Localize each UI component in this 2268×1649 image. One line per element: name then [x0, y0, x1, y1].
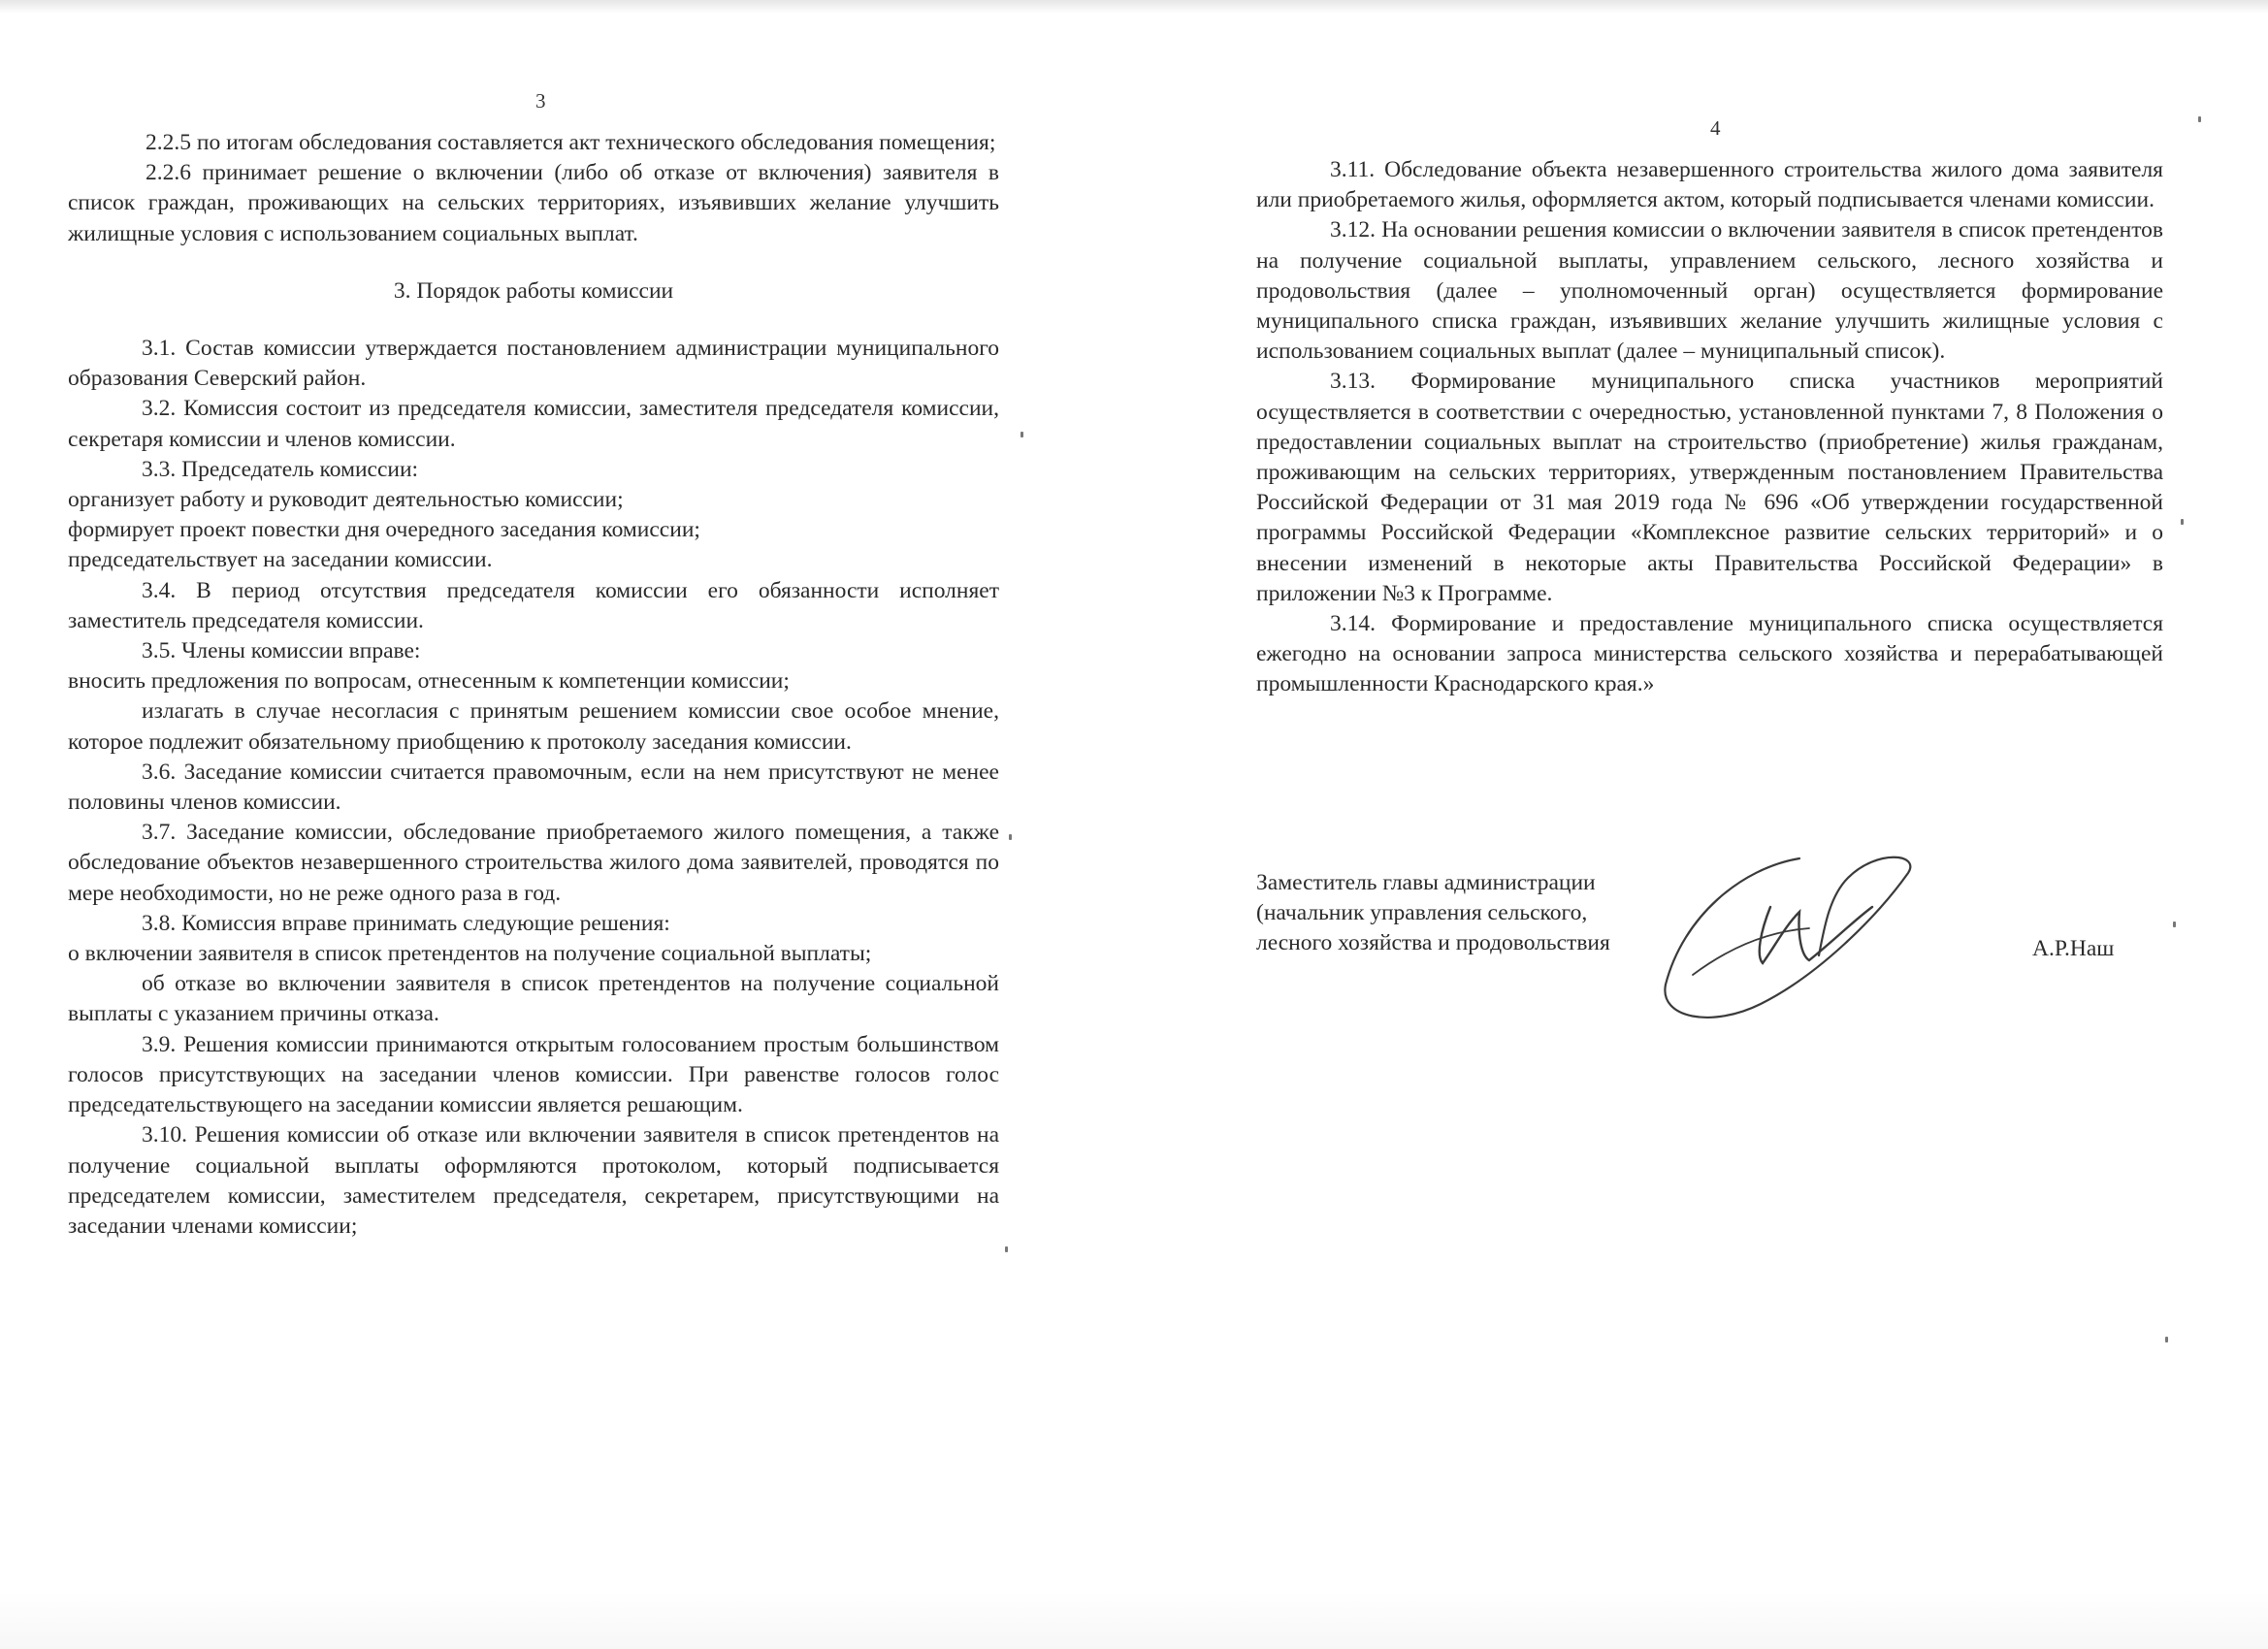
paragraph-3-6: 3.6. Заседание комиссии считается правомочным, если на нем присутствуют не менее половины членов комиссии.	[68, 759, 999, 816]
signatory-title-line: Заместитель главы администрации	[1256, 870, 1596, 895]
scan-speck	[2165, 1337, 2168, 1342]
paragraph-2-2-6: 2.2.6 принимает решение о включении (либо об отказе от включения) заявителя в список граждан, проживающих на сельских территориях, изъявивших желание улучшить жилищные условия с использованием социальных выплат.	[68, 160, 999, 246]
list-item: формирует проект повестки дня очередного заседания комиссии;	[68, 517, 700, 543]
signatory-name: А.Р.Наш	[2032, 936, 2115, 961]
paragraph-3-13: 3.13. Формирование муниципального списка участников мероприятий осуществляется в соответствии с очередностью, установленной пунктами 7, 8 Положения о предоставлении социальных выплат на строительство (приобретение) жилья гражданам, проживающим на сельских территориях, утвержденным постановлением Правительства Российской Федерации от 31 мая 2019 года № 696 «Об утверждении государственной программы Российской Федерации «Комплексное развитие сельских территорий» и о внесении изменений в некоторые акты Правительства Российской Федерации» в приложении №3 к Программе.	[1256, 369, 2163, 606]
paragraph-3-1: 3.1. Состав комиссии утверждается постановлением администрации муниципального образования Северский район.	[68, 336, 999, 392]
paragraph-3-9: 3.9. Решения комиссии принимаются открытым голосованием простым большинством голосов присутствующих на заседании членов комиссии. При равенстве голосов голос председательствующего на заседании комиссии является решающим.	[68, 1031, 999, 1118]
paragraph-3-2: 3.2. Комиссия состоит из председателя комиссии, заместителя председателя комиссии, секретаря комиссии и членов комиссии.	[68, 396, 999, 452]
paragraph-3-5: 3.5. Члены комиссии вправе:	[142, 638, 421, 664]
paragraph-3-10: 3.10. Решения комиссии об отказе или включении заявителя в список претендентов на получение социальной выплаты оформляются протоколом, который подписывается председателем комиссии, заместителем председателя, секретарем, присутствующими на заседании членами комиссии;	[68, 1122, 999, 1239]
signatory-title-line: лесного хозяйства и продовольствия	[1256, 930, 1610, 956]
list-item: председательствует на заседании комиссии.	[68, 547, 493, 573]
list-item: излагать в случае несогласия с принятым решением комиссии свое особое мнение, которое подлежит обязательному приобщению к протоколу заседания комиссии.	[68, 698, 999, 755]
signature-block	[1256, 868, 2163, 1062]
scan-speck	[2198, 116, 2201, 122]
scan-edge	[0, 0, 2268, 14]
scan-speck	[1021, 432, 1023, 437]
list-item: об отказе во включении заявителя в список претендентов на получение социальной выплаты с указанием причины отказа.	[68, 971, 999, 1027]
signatory-title	[1256, 868, 1702, 959]
paragraph-3-7: 3.7. Заседание комиссии, обследование приобретаемого жилого помещения, а также обследование объектов незавершенного строительства жилого дома заявителей, проводятся по мере необходимости, но не реже одного раза в год.	[68, 820, 999, 906]
list-item: вносить предложения по вопросам, отнесенным к компетенции комиссии;	[68, 668, 790, 695]
list-item: организует работу и руководит деятельностью комиссии;	[68, 487, 624, 513]
page-body	[68, 128, 999, 1242]
page-body	[1256, 155, 2163, 700]
paragraph-3-8: 3.8. Комиссия вправе принимать следующие решения:	[142, 910, 670, 936]
paragraph-3-12: 3.12. На основании решения комиссии о включении заявителя в список претендентов на получение социальной выплаты, управлением сельского, лесного хозяйства и продовольствия (далее – уполномоченный орган) осуществляется формирование муниципального списка граждан, изъявивших желание улучшить жилищные условия с использованием социальных выплат (далее – муниципальный список).	[1256, 217, 2163, 365]
section-heading: 3. Порядок работы комиссии	[393, 277, 674, 304]
handwritten-signature	[1654, 839, 1945, 1033]
paragraph-3-11: 3.11. Обследование объекта незавершенного строительства жилого дома заявителя или приобретаемого жилья, оформляется актом, который подписывается членами комиссии.	[1256, 157, 2163, 213]
signatory-title-line: (начальник управления сельского,	[1256, 900, 1588, 926]
paragraph-3-14: 3.14. Формирование и предоставление муниципального списка осуществляется ежегодно на основании запроса министерства сельского хозяйства и перерабатывающей промышленности Краснодарского края.»	[1256, 611, 2163, 697]
scan-speck	[2181, 519, 2184, 525]
paragraph-3-4: 3.4. В период отсутствия председателя комиссии его обязанности исполняет заместитель председателя комиссии.	[68, 577, 999, 633]
list-item: о включении заявителя в список претендентов на получение социальной выплаты;	[68, 941, 872, 967]
scan-speck	[1009, 834, 1012, 840]
page-number: 3	[535, 89, 546, 113]
page-number: 4	[1710, 116, 1721, 140]
scan-speck	[2173, 922, 2176, 927]
paragraph-3-3: 3.3. Председатель комиссии:	[142, 456, 419, 482]
paragraph-2-2-5: 2.2.5 по итогам обследования составляется акт технического обследования помещения;	[146, 130, 996, 155]
scan-speck	[1005, 1246, 1008, 1252]
scan-edge	[0, 1591, 2268, 1649]
